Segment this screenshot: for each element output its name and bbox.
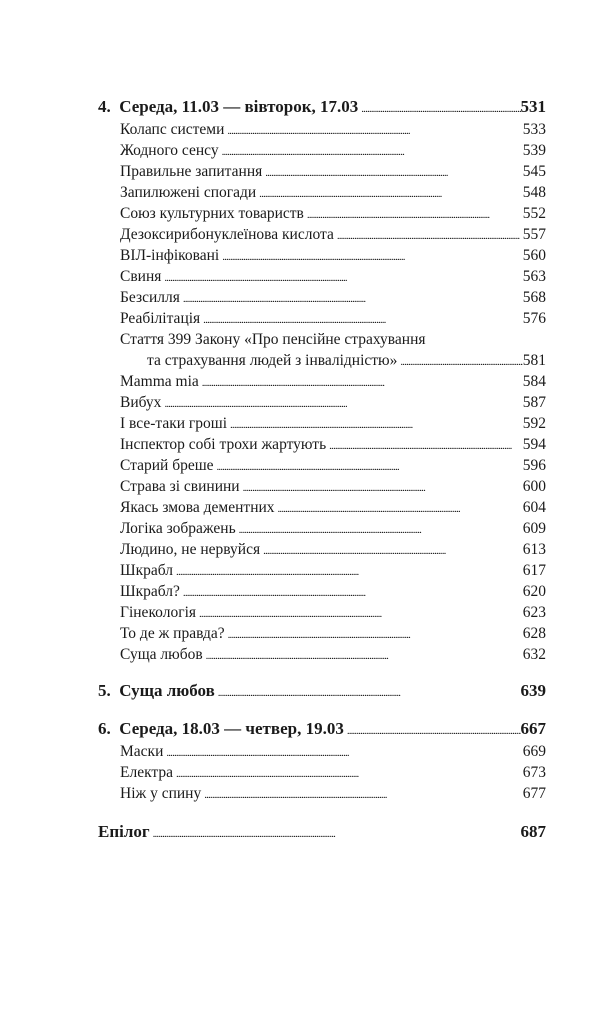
entry-title: Вибух — [120, 394, 162, 411]
dot-leader — [219, 140, 523, 161]
page-number: 531 — [520, 97, 546, 116]
chapter-title: Суща любов — [119, 681, 215, 700]
dot-leader — [224, 119, 522, 140]
page-number: 592 — [522, 415, 546, 432]
toc-entry — [98, 140, 546, 161]
chapter-heading — [98, 717, 546, 741]
toc-entry — [98, 182, 546, 203]
page-number: 596 — [522, 457, 546, 474]
dot-leader — [397, 350, 522, 371]
toc-entry — [98, 308, 546, 329]
dot-leader — [304, 203, 523, 224]
toc-entry-long-line1 — [98, 329, 546, 350]
page-number: 600 — [522, 478, 546, 495]
toc-entry — [98, 224, 546, 245]
page-number: 552 — [522, 205, 546, 222]
toc-entry — [98, 392, 546, 413]
page-number: 623 — [522, 604, 546, 621]
toc-entry — [98, 476, 546, 497]
table-of-contents — [98, 95, 546, 844]
toc-entry — [98, 518, 546, 539]
toc-entry — [98, 623, 546, 644]
page-number: 539 — [522, 142, 546, 159]
toc-entry — [98, 602, 546, 623]
toc-entry — [98, 644, 546, 665]
entry-title: Правильне запитання — [120, 163, 263, 180]
toc-entry — [98, 560, 546, 581]
entry-title: Маски — [120, 743, 164, 760]
entry-title: І все-таки гроші — [120, 415, 228, 432]
toc-entry — [98, 245, 546, 266]
entry-title: Колапс системи — [120, 121, 225, 138]
toc-entry — [98, 497, 546, 518]
epilogue-title: Епілог — [98, 822, 150, 841]
dot-leader — [161, 266, 522, 287]
page-number: 673 — [522, 764, 546, 781]
entry-title: Суща любов — [120, 646, 203, 663]
entry-title: Гінекологія — [120, 604, 197, 621]
chapter-heading — [98, 95, 546, 119]
toc-entry — [98, 455, 546, 476]
dot-leader — [173, 762, 523, 783]
dot-leader — [326, 434, 523, 455]
section-gap — [98, 703, 546, 717]
dot-leader — [225, 623, 523, 644]
entry-title: Інспектор собі трохи жартують — [120, 436, 327, 453]
toc-entry — [98, 539, 546, 560]
page-number: 581 — [522, 352, 546, 369]
page-number: 669 — [522, 743, 546, 760]
dot-leader — [256, 182, 523, 203]
page-number: 584 — [522, 373, 546, 390]
page-number: 545 — [522, 163, 546, 180]
dot-leader — [196, 602, 523, 623]
entry-title: Ніж у спину — [120, 785, 202, 802]
dot-leader — [201, 783, 523, 804]
dot-leader — [150, 820, 521, 844]
page-number: 557 — [522, 226, 546, 243]
dot-leader — [358, 95, 520, 119]
page-number: 533 — [522, 121, 546, 138]
section-gap — [98, 804, 546, 820]
page-number: 639 — [520, 681, 546, 700]
page-number: 563 — [522, 268, 546, 285]
page-number: 568 — [522, 289, 546, 306]
entry-title: Дезоксирибонуклеїнова кислота — [120, 226, 334, 243]
toc-entry — [98, 287, 546, 308]
entry-title: Страва зі свинини — [120, 478, 240, 495]
entry-title: Свиня — [120, 268, 162, 285]
page-number: 604 — [522, 499, 546, 516]
chapter-number: 6. — [98, 719, 111, 738]
toc-entry — [98, 434, 546, 455]
dot-leader — [214, 455, 523, 476]
page-number: 617 — [522, 562, 546, 579]
entry-title: Якась змова дементних — [120, 499, 275, 516]
dot-leader — [219, 245, 523, 266]
entry-title: То де ж правда? — [120, 625, 225, 642]
page-number: 632 — [522, 646, 546, 663]
toc-entry — [98, 741, 546, 762]
dot-leader — [161, 392, 522, 413]
entry-title: Запилюжені спогади — [120, 184, 257, 201]
page-number: 594 — [522, 436, 546, 453]
epilogue-heading — [98, 820, 546, 844]
page-number: 677 — [522, 785, 546, 802]
dot-leader — [203, 644, 523, 665]
dot-leader — [275, 497, 523, 518]
dot-leader — [240, 476, 523, 497]
entry-title: ВІЛ-інфіковані — [120, 247, 220, 264]
entry-title: Стаття 399 Закону «Про пенсійне страхування — [120, 331, 426, 348]
chapter-number: 5. — [98, 681, 111, 700]
toc-entry — [98, 161, 546, 182]
entry-title-continuation: та страхування людей з інвалідністю» — [147, 352, 398, 369]
entry-title: Старий бреше — [120, 457, 214, 474]
dot-leader — [227, 413, 523, 434]
entry-title: Логіка зображень — [120, 520, 236, 537]
entry-title: Людино, не нервуйся — [120, 541, 261, 558]
dot-leader — [199, 371, 523, 392]
dot-leader — [200, 308, 523, 329]
dot-leader — [215, 679, 521, 703]
dot-leader — [173, 560, 523, 581]
toc-entry — [98, 266, 546, 287]
page-number: 587 — [522, 394, 546, 411]
entry-title: Союз культурних товариств — [120, 205, 304, 222]
chapter-number: 4. — [98, 97, 111, 116]
dot-leader — [180, 287, 523, 308]
page-number: 613 — [522, 541, 546, 558]
entry-title: Шкрабл — [120, 562, 174, 579]
dot-leader — [334, 224, 523, 245]
toc-entry — [98, 581, 546, 602]
dot-leader — [163, 741, 522, 762]
page-number: 609 — [522, 520, 546, 537]
entry-title: Безсилля — [120, 289, 180, 306]
page-number: 620 — [522, 583, 546, 600]
entry-title: Жодного сенсу — [120, 142, 219, 159]
entry-title: Реабілітація — [120, 310, 201, 327]
toc-entry — [98, 371, 546, 392]
chapter-title: Середа, 11.03 — вівторок, 17.03 — [119, 97, 359, 116]
toc-entry — [98, 203, 546, 224]
chapter-heading — [98, 679, 546, 703]
page-number: 628 — [522, 625, 546, 642]
dot-leader — [236, 518, 523, 539]
toc-entry — [98, 413, 546, 434]
entry-title: Mamma mia — [120, 373, 199, 390]
page-number: 576 — [522, 310, 546, 327]
entry-title: Шкрабл? — [120, 583, 180, 600]
toc-entry — [98, 762, 546, 783]
page-number: 548 — [522, 184, 546, 201]
toc-entry-long-line2 — [98, 350, 546, 371]
page-number: 687 — [520, 822, 546, 841]
dot-leader — [262, 161, 523, 182]
page-number: 560 — [522, 247, 546, 264]
dot-leader — [260, 539, 523, 560]
toc-entry — [98, 119, 546, 140]
page-number: 667 — [520, 719, 546, 738]
section-gap — [98, 665, 546, 679]
chapter-title: Середа, 18.03 — четвер, 19.03 — [119, 719, 344, 738]
dot-leader — [180, 581, 523, 602]
dot-leader — [344, 717, 521, 741]
entry-title: Електра — [120, 764, 174, 781]
toc-entry — [98, 783, 546, 804]
